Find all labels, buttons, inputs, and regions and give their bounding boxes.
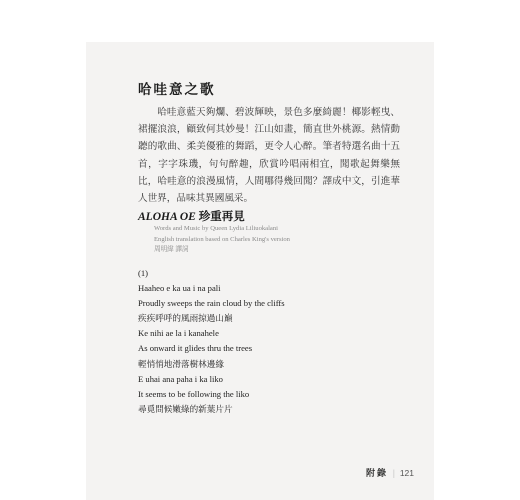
book-page xyxy=(86,42,434,500)
lyric-line: E uhai ana paha i ka liko xyxy=(138,373,223,384)
lyrics-block xyxy=(138,266,285,417)
lyric-line: It seems to be following the liko xyxy=(138,388,250,399)
intro-text: 哈哇意藍天夠爛、碧波輝映，景色多麼綺麗！椰影輕曳、裙擺浪浪，顧致何其妙曼！江山如畫，簡直世外桃源。熱情動聽的歌曲、柔美優雅的舞蹈，更令人心醉。筆者特選名曲十五首，字字珠璣，句句醉趣，欣賞吟唱兩相宜，聞歌起舞樂無比，哈哇意的浪漫風情，人間哪得幾回聞？譯成中文，引進華人世界，品味其異國風采。 xyxy=(138,107,400,205)
page-footer xyxy=(366,466,414,479)
intro-paragraph xyxy=(138,104,400,207)
page-number: 121 xyxy=(399,468,415,478)
song-credits xyxy=(154,224,290,256)
song-title-chinese: 珍重再見 xyxy=(198,211,245,223)
page-title: 哈哇意之歌 xyxy=(138,82,216,97)
lyric-line: As onward it glides thru the trees xyxy=(138,343,253,354)
song-title-latin: ALOHA OE xyxy=(138,211,196,223)
verse-number: (1) xyxy=(138,268,149,278)
lyric-line: Haaheo e ka ua i na pali xyxy=(138,283,221,294)
lyric-line: 尋覓問候嫩綠的新葉片片 xyxy=(138,403,233,414)
credit-line: 周明緯 譯詞 xyxy=(154,246,189,254)
lyric-line: 疾疾呼呼的風雨掠過山巔 xyxy=(138,313,233,324)
lyric-line: 輕悄悄地滑落樹林邊緣 xyxy=(138,358,224,369)
song-title xyxy=(138,208,245,224)
footer-section-label: 附錄 xyxy=(366,468,389,478)
lyric-line: Proudly sweeps the rain cloud by the cliffs xyxy=(138,298,285,309)
credit-line: Words and Music by Queen Lydia Liliuokalani xyxy=(154,225,278,232)
credit-line: English translation based on Charles King's version xyxy=(154,235,290,243)
footer-separator: | xyxy=(393,468,395,478)
lyric-line: Ke nihi ae la i kanahele xyxy=(138,328,219,339)
